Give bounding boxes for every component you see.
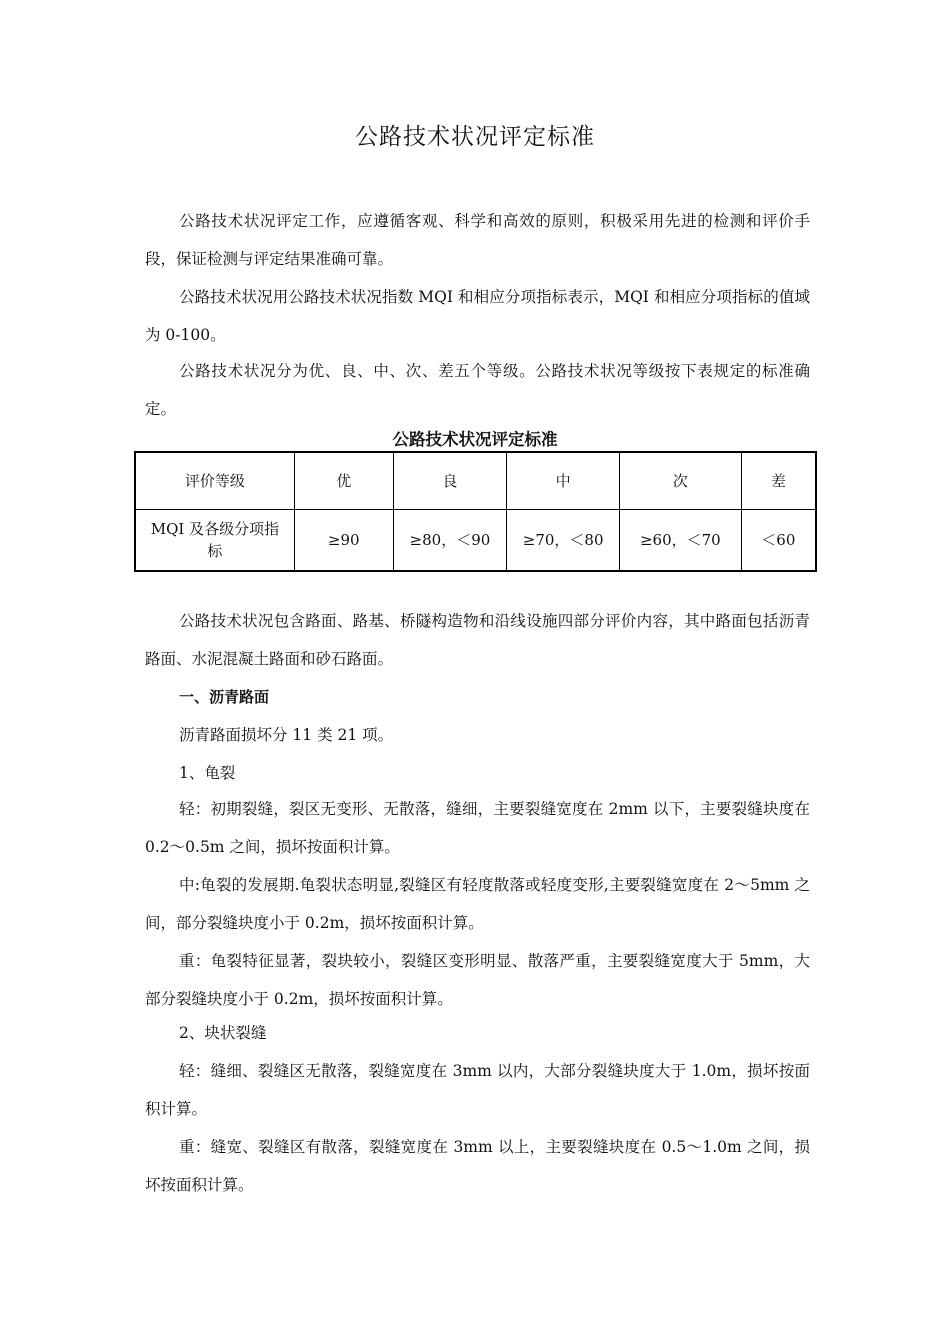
page-title: 公路技术状况评定标准 bbox=[355, 124, 595, 150]
table-caption: 公路技术状况评定标准 bbox=[392, 430, 558, 449]
header-cell-excellent: 优 bbox=[294, 452, 393, 510]
header-cell-fair: 中 bbox=[507, 452, 620, 510]
block-light-paragraph: 轻：缝细、裂缝区无散落，裂缝宽度在 3mm 以内，大部分裂缝块度大于 1.0m，损坏按面积计算。 bbox=[145, 1062, 810, 1118]
block-heavy-paragraph: 重：缝宽、裂缝区有散落，裂缝宽度在 3mm 以上，主要裂缝块度在 0.5～1.0m 之间，损坏按面积计算。 bbox=[145, 1138, 810, 1194]
scope-paragraph: 公路技术状况包含路面、路基、桥隧构造物和沿线设施四部分评价内容，其中路面包括沥青路面、水泥混凝土路面和砂石路面。 bbox=[145, 612, 810, 668]
item-heading-block-cracking: 2、块状裂缝 bbox=[179, 1024, 267, 1042]
section-summary: 沥青路面损坏分 11 类 21 项。 bbox=[179, 726, 394, 744]
alligator-light-paragraph: 轻：初期裂缝，裂区无变形、无散落，缝细，主要裂缝宽度在 2mm 以下，主要裂缝块度在 0.2～0.5m 之间，损坏按面积计算。 bbox=[145, 800, 810, 856]
header-cell-bad: 差 bbox=[741, 452, 816, 510]
intro-paragraph-2: 公路技术状况用公路技术状况指数 MQI 和相应分项指标表示，MQI 和相应分项指标的值域为 0-100。 bbox=[145, 288, 810, 344]
value-cell-good: ≥80，＜90 bbox=[393, 510, 507, 572]
grade-standard-table bbox=[134, 451, 817, 572]
alligator-medium-paragraph: 中:龟裂的发展期.龟裂状态明显,裂缝区有轻度散落或轻度变形,主要裂缝宽度在 2～5mm 之间，部分裂缝块度小于 0.2m，损坏按面积计算。 bbox=[145, 876, 810, 932]
value-cell-fair: ≥70，＜80 bbox=[507, 510, 620, 572]
value-cell-poor: ≥60，＜70 bbox=[620, 510, 742, 572]
intro-paragraph-3: 公路技术状况分为优、良、中、次、差五个等级。公路技术状况等级按下表规定的标准确定。 bbox=[145, 362, 810, 418]
table-row bbox=[135, 510, 816, 572]
alligator-heavy-paragraph: 重：龟裂特征显著，裂块较小，裂缝区变形明显、散落严重，主要裂缝宽度大于 5mm，大部分裂缝块度小于 0.2m，损坏按面积计算。 bbox=[145, 952, 810, 1008]
value-cell-bad: ＜60 bbox=[741, 510, 816, 572]
table-header-row bbox=[135, 452, 816, 510]
row-label-cell: MQI 及各级分项指标 bbox=[135, 510, 294, 572]
header-cell-poor: 次 bbox=[620, 452, 742, 510]
item-heading-alligator-cracking: 1、龟裂 bbox=[179, 764, 236, 782]
header-cell-grade: 评价等级 bbox=[135, 452, 294, 510]
value-cell-excellent: ≥90 bbox=[294, 510, 393, 572]
header-cell-good: 良 bbox=[393, 452, 507, 510]
intro-paragraph-1: 公路技术状况评定工作，应遵循客观、科学和高效的原则，积极采用先进的检测和评价手段，保证检测与评定结果准确可靠。 bbox=[145, 212, 810, 268]
section-heading-asphalt: 一、沥青路面 bbox=[179, 688, 270, 706]
